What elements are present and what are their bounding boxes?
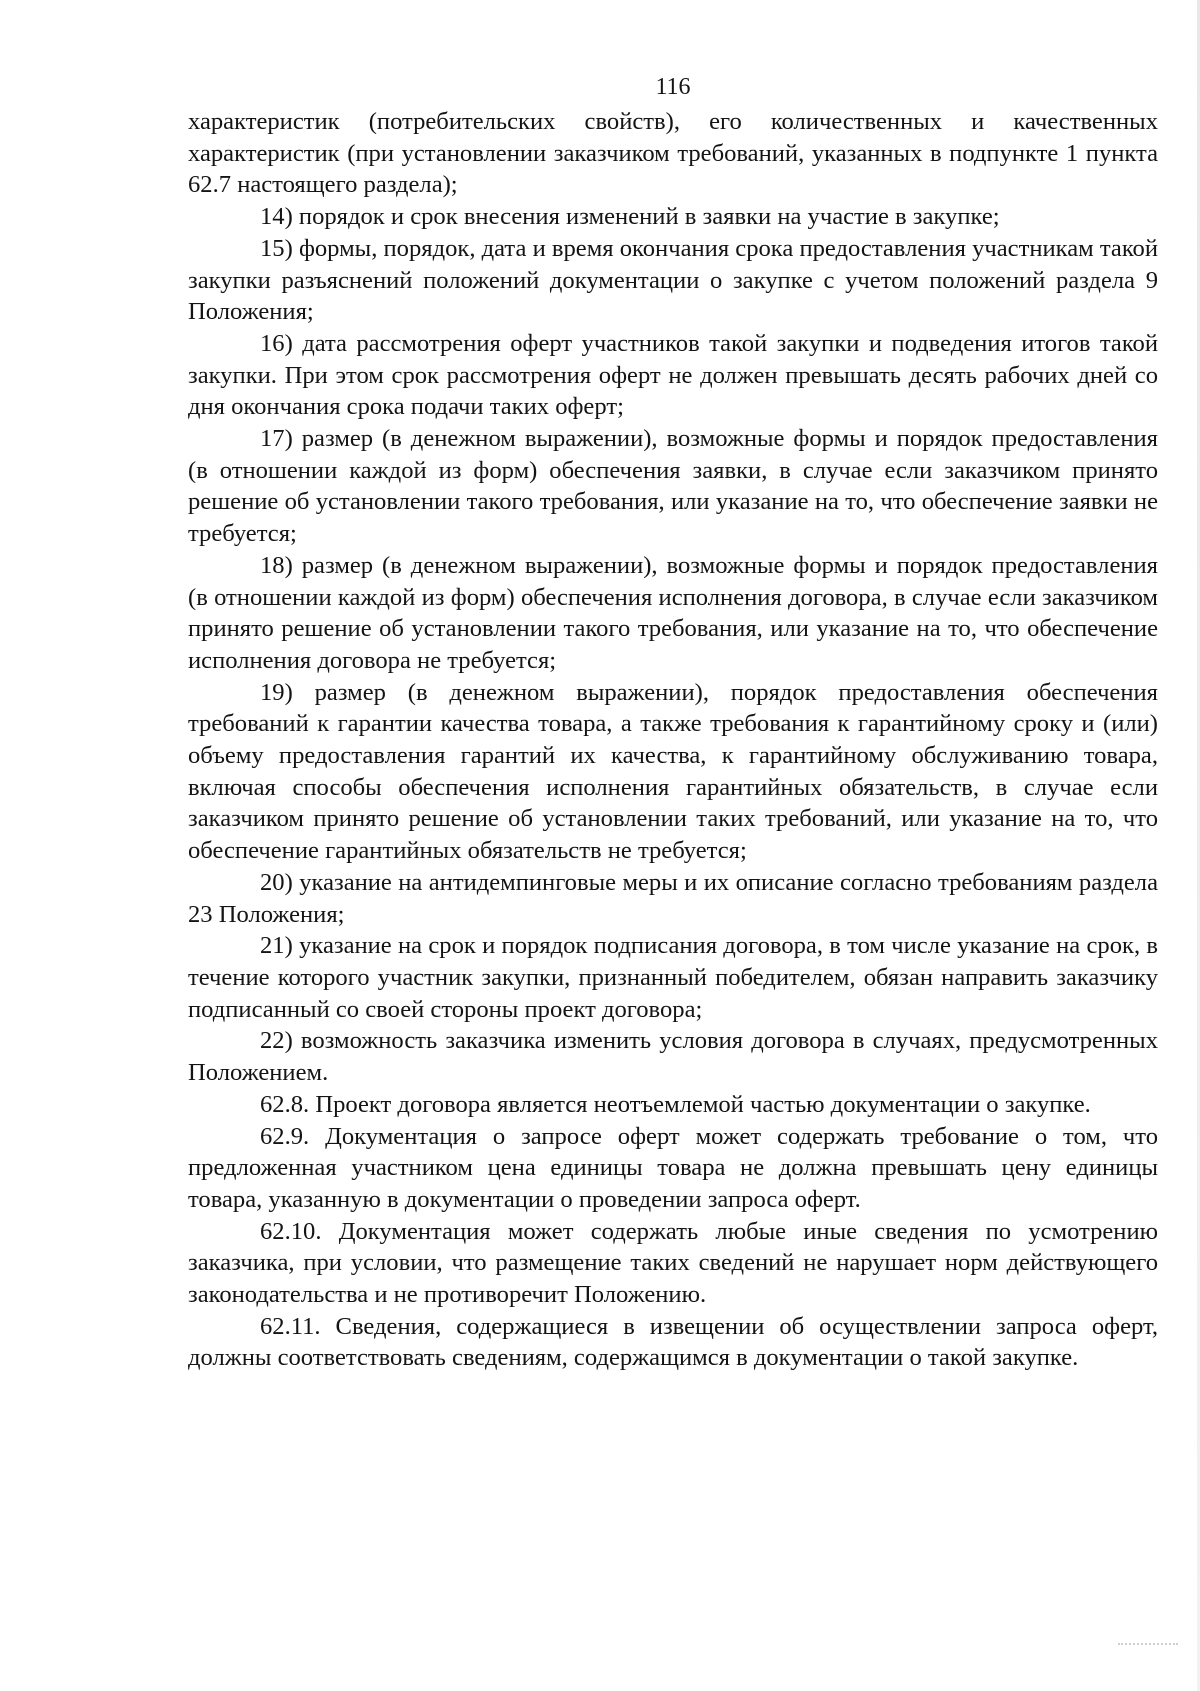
scan-artifact-mark bbox=[1118, 1643, 1178, 1647]
clause-62-10: 62.10. Документация может содержать любые иные сведения по усмотрению заказчика, при условии, что размещение таких сведений не нарушает норм действующего законодательства и не противоречит Положению. bbox=[188, 1217, 1158, 1309]
list-item-17: 17) размер (в денежном выражении), возможные формы и порядок предоставления (в отношении каждой из форм) обеспечения заявки, в случае если заказчиком принято решение об установлении такого требования, или указание на то, что обеспечение заявки не требуется; bbox=[188, 425, 1158, 548]
clause-62-9: 62.9. Документация о запросе оферт может содержать требование о том, что предложенная участником цена единицы товара не должна превышать цену единицы товара, указанную в документации о проведении запроса оферт. bbox=[188, 1122, 1158, 1213]
list-item-19: 19) размер (в денежном выражении), порядок предоставления обеспечения требований к гарантии качества товара, а также требования к гарантийному сроку и (или) объему предоставления гарантий их качества, к гарантийному обслуживанию товара, включая способы обеспечения исполнения гарантийных обязательств, в случае если заказчиком принято решение об установлении таких требований, или указание на то, что обеспечение гарантийных обязательств не требуется; bbox=[188, 678, 1158, 865]
list-item-18: 18) размер (в денежном выражении), возможные формы и порядок предоставления (в отношении каждой из форм) обеспечения исполнения договора, в случае если заказчиком принято решение об установлении такого требования, или указание на то, что обеспечение исполнения договора не требуется; bbox=[188, 551, 1158, 674]
document-body bbox=[188, 106, 1158, 1374]
list-item-14: 14) порядок и срок внесения изменений в заявки на участие в закупке; bbox=[260, 203, 1000, 231]
page-number: 116 bbox=[655, 74, 691, 100]
clause-62-11: 62.11. Сведения, содержащиеся в извещении об осуществлении запроса оферт, должны соответствовать сведениям, содержащимся в документации о такой закупке. bbox=[188, 1312, 1158, 1372]
list-item-20: 20) указание на антидемпинговые меры и их описание согласно требованиям раздела 23 Положения; bbox=[188, 868, 1158, 928]
list-item-21: 21) указание на срок и порядок подписания договора, в том числе указание на срок, в течение которого участник закупки, признанный победителем, обязан направить заказчику подписанный со своей стороны проект договора; bbox=[188, 932, 1158, 1023]
list-item-16: 16) дата рассмотрения оферт участников такой закупки и подведения итогов такой закупки. При этом срок рассмотрения оферт не должен превышать десять рабочих дней со дня окончания срока подачи таких оферт; bbox=[188, 329, 1158, 421]
list-item-22: 22) возможность заказчика изменить условия договора в случаях, предусмотренных Положением. bbox=[188, 1027, 1158, 1087]
paragraph-continuation: характеристик (потребительских свойств), его количественных и качественных характеристик (при установлении заказчиком требований, указанных в подпункте 1 пункта 62.7 настоящего раздела); bbox=[188, 108, 1158, 199]
clause-62-8: 62.8. Проект договора является неотъемлемой частью документации о закупке. bbox=[260, 1090, 1091, 1118]
list-item-15: 15) формы, порядок, дата и время окончания срока предоставления участникам такой закупки разъяснений положений документации о закупке с учетом положений раздела 9 Положения; bbox=[188, 234, 1158, 326]
